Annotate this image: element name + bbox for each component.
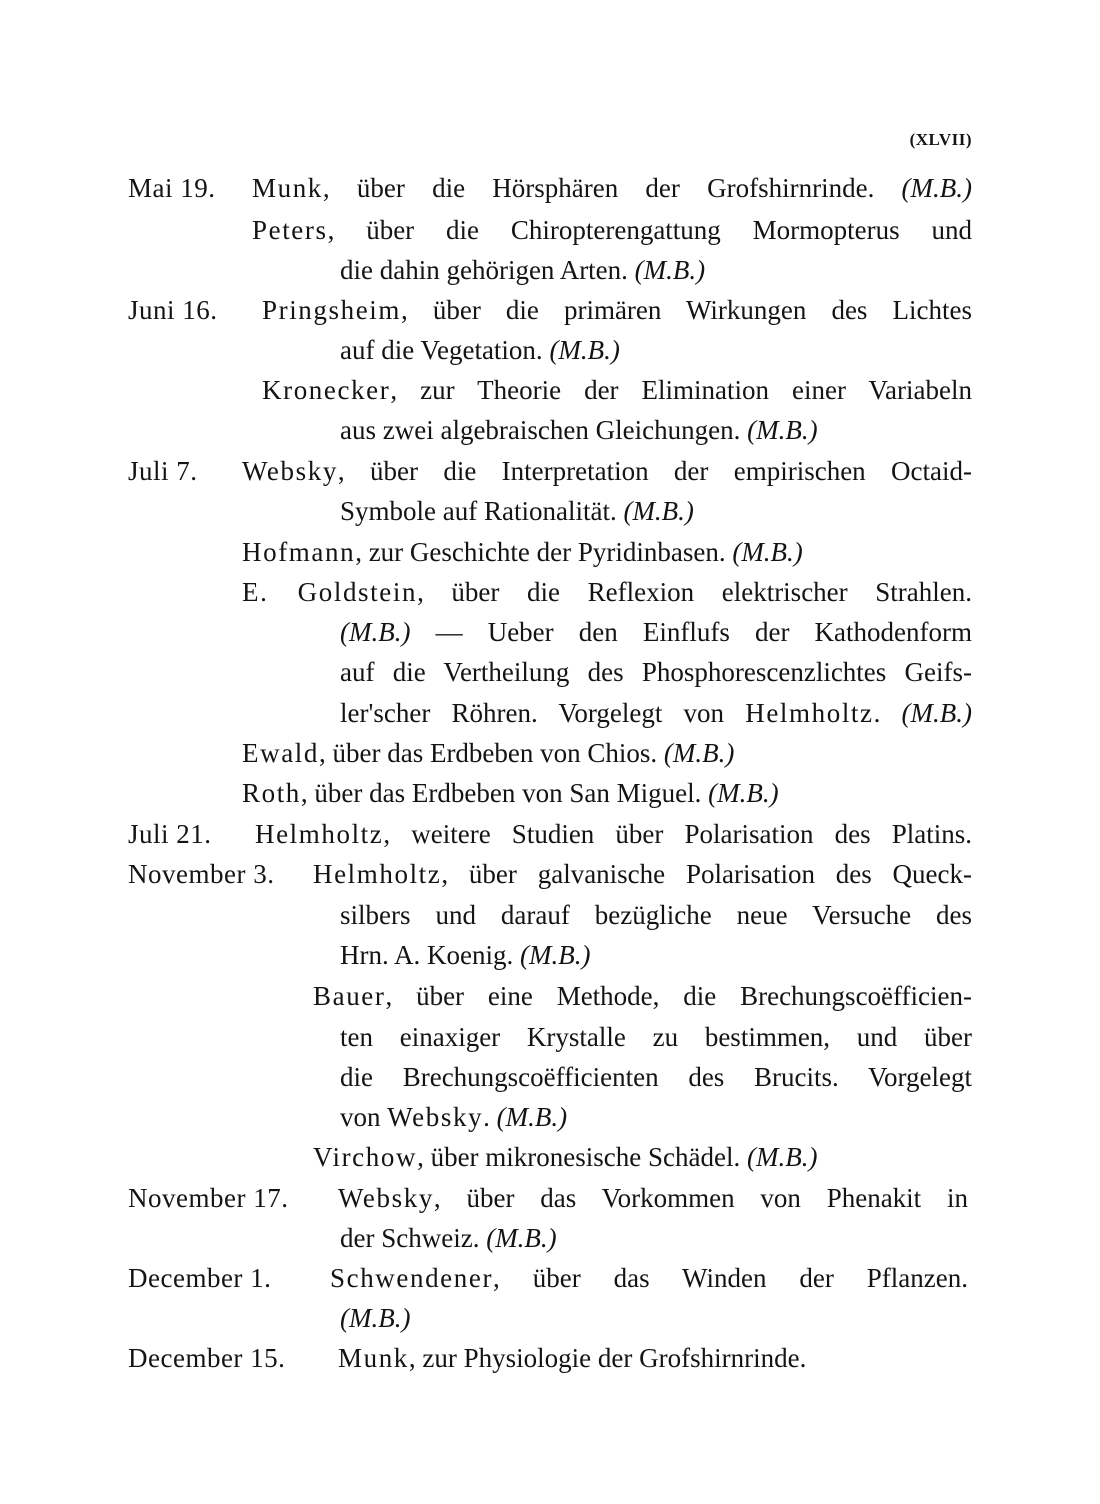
publication-ref: (M.B.)	[901, 698, 972, 728]
author-name: E. Goldstein	[242, 577, 418, 607]
entry-text: silbers und darauf bezügliche neue Versuche des	[340, 900, 972, 930]
entry-line	[338, 1178, 968, 1218]
entry-text: , über das Vorkommen von Phenakit in	[433, 1183, 968, 1213]
session-date: November 3.	[128, 859, 275, 889]
author-name: Ewald	[242, 738, 319, 768]
entry-text: .	[873, 698, 902, 728]
entry-line	[340, 652, 972, 692]
entry-line	[340, 612, 972, 652]
entry-line	[340, 250, 705, 290]
entry-text: auf die Vegetation.	[340, 335, 550, 365]
publication-ref: (M.B.)	[486, 1223, 557, 1253]
entry-text: die Brechungscoëfficienten des Brucits. Vorgelegt	[340, 1062, 972, 1092]
entry-text: Symbole auf Rationalität.	[340, 496, 624, 526]
entry-text: , über die Chiropterengattung Mormopterus und	[327, 215, 972, 245]
entry-text: .	[483, 1102, 497, 1132]
entry-text: auf die Vertheilung des Phosphorescenzlichtes Geifs-	[340, 657, 972, 687]
entry-line	[338, 1338, 806, 1378]
entry-text: ten einaxiger Krystalle zu bestimmen, und über	[340, 1022, 972, 1052]
entry-line	[242, 451, 972, 491]
entry-text: , über die Interpretation der empirischen Octaid-	[337, 456, 972, 486]
entry-line	[330, 1258, 968, 1298]
entry-text: — Ueber den Einflufs der Kathodenform	[410, 617, 972, 647]
entry-line	[340, 1298, 410, 1338]
entry-text: , über das Winden der Pflanzen.	[493, 1263, 968, 1293]
entry-text: , über die primären Wirkungen des Lichtes	[401, 295, 972, 325]
entry-line	[242, 532, 803, 572]
publication-ref: (M.B.)	[732, 537, 803, 567]
entry-text: die dahin gehörigen Arten.	[340, 255, 635, 285]
author-name: Bauer	[313, 981, 386, 1011]
entry-line	[340, 693, 972, 733]
author-name: Munk	[252, 173, 323, 203]
publication-ref: (M.B.)	[623, 496, 694, 526]
publication-ref: (M.B.)	[340, 1303, 411, 1333]
entry-text: aus zwei algebraischen Gleichungen.	[340, 415, 748, 445]
session-date: Juni 16.	[128, 295, 218, 325]
session-date: December 1.	[128, 1263, 272, 1293]
entry-line	[340, 935, 590, 975]
entry-text: der Schweiz.	[340, 1223, 487, 1253]
author-name: Websky	[242, 456, 338, 486]
entry-line	[313, 854, 972, 894]
session-date: Juli 21.	[128, 819, 212, 849]
publication-ref: (M.B.)	[496, 1102, 568, 1132]
entry-line	[340, 1017, 972, 1057]
publication-ref: (M.B.)	[901, 173, 972, 203]
author-name: Hofmann	[242, 537, 356, 567]
entry-line	[313, 1137, 817, 1177]
author-name: Helmholtz	[745, 698, 874, 728]
entry-line	[242, 773, 779, 813]
entry-text: , weitere Studien über Polarisation des Platins.	[383, 819, 972, 849]
author-name: Munk	[338, 1343, 409, 1373]
author-name: Helmholtz	[313, 859, 442, 889]
publication-ref: (M.B.)	[663, 738, 735, 768]
author-name: Roth	[242, 778, 301, 808]
entry-line	[242, 572, 972, 612]
entry-text: , über galvanische Polarisation des Queck-	[441, 859, 972, 889]
publication-ref: (M.B.)	[549, 335, 620, 365]
entry-line	[255, 814, 972, 854]
entry-text: , über das Erdbeben von San Miguel.	[300, 778, 709, 808]
entry-line	[340, 330, 620, 370]
publication-ref: (M.B.)	[340, 617, 411, 647]
entry-text: , zur Geschichte der Pyridinbasen.	[355, 537, 733, 567]
session-date: December 15.	[128, 1343, 286, 1373]
page-number: (XLVII)	[909, 130, 972, 149]
entry-line	[242, 733, 734, 773]
entry-text: , über die Reflexion elektrischer Strahlen.	[417, 577, 973, 607]
entry-line	[340, 410, 818, 450]
session-date: Juli 7.	[128, 456, 198, 486]
entry-line	[340, 1218, 557, 1258]
author-name: Peters	[252, 215, 328, 245]
entry-line	[313, 976, 972, 1016]
entry-line	[340, 1057, 972, 1097]
entry-text: von	[340, 1102, 388, 1132]
entry-text: , über eine Methode, die Brechungscoëfficien-	[385, 981, 972, 1011]
entry-line	[252, 210, 972, 250]
entry-text: , zur Theorie der Elimination einer Variabeln	[390, 375, 972, 405]
entry-line	[340, 491, 694, 531]
entry-text: Hrn. A. Koenig.	[340, 940, 520, 970]
entry-text: ler'scher Röhren. Vorgelegt von	[340, 698, 746, 728]
entry-line	[340, 895, 972, 935]
entry-text: , zur Physiologie der Grofshirnrinde.	[408, 1343, 807, 1373]
author-name: Websky	[338, 1183, 434, 1213]
entry-text: , über das Erdbeben von Chios.	[318, 738, 664, 768]
publication-ref: (M.B.)	[634, 255, 706, 285]
author-name: Helmholtz	[255, 819, 384, 849]
entry-text: , über die Hörsphären der Grofshirnrinde.	[322, 173, 902, 203]
author-name: Kronecker	[262, 375, 391, 405]
author-name: Websky	[387, 1102, 484, 1132]
entry-line	[252, 168, 972, 208]
author-name: Schwendener	[330, 1263, 494, 1293]
publication-ref: (M.B.)	[708, 778, 779, 808]
author-name: Pringsheim	[262, 295, 402, 325]
entry-line	[262, 370, 972, 410]
entry-text: , über mikronesische Schädel.	[417, 1142, 747, 1172]
session-date: Mai 19.	[128, 173, 216, 203]
publication-ref: (M.B.)	[747, 415, 818, 445]
entry-line	[340, 1097, 567, 1137]
session-date: November 17.	[128, 1183, 289, 1213]
entry-line	[262, 290, 972, 330]
author-name: Virchow	[313, 1142, 418, 1172]
publication-ref: (M.B.)	[519, 940, 591, 970]
publication-ref: (M.B.)	[746, 1142, 818, 1172]
